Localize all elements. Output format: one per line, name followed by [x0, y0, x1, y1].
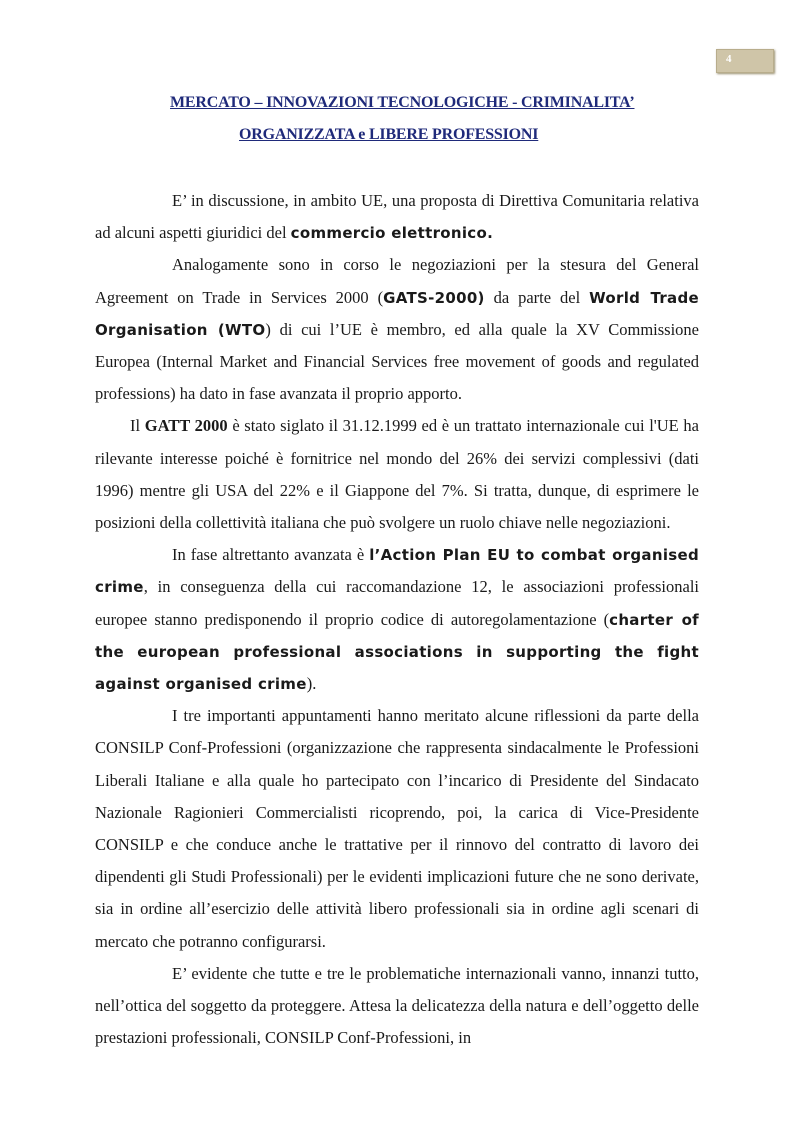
page-number-badge [716, 49, 774, 73]
p3-text-c: è stato siglato il 31.12.1999 ed è un trattato internazionale cui l'UE ha rilevante interesse poiché è fornitrice nel mondo del 26% dei servizi complessivi (dati 1996) mentre gli USA del 22% e il Giappone del 7%. Si tratta, dunque, di esprimere le posizioni della collettività italiana che può svolgere un ruolo chiave nelle negoziazioni. [95, 416, 699, 533]
p1-bold: commercio elettronico. [290, 224, 494, 243]
title-line-2: ORGANIZZATA e LIBERE PROFESSIONI [239, 126, 539, 143]
document-body [95, 185, 699, 1054]
p4-bold-charter: charter of the european professional associations in supporting the fight against organised crime [95, 610, 699, 694]
paragraph-1 [95, 185, 699, 249]
p2-text-a: Analogamente sono in corso le negoziazioni per la stesura del General Agreement on Trade in Services 2000 ( [95, 255, 699, 307]
title-line-1: MERCATO – INNOVAZIONI TECNOLOGICHE - CRIMINALITA’ [170, 94, 635, 111]
p4-text-e: ). [306, 674, 317, 694]
p2-bold-gats: GATS-2000) [383, 288, 485, 307]
p3-bold-gatt: GATT 2000 [144, 416, 228, 436]
p2-text-c: da parte del [484, 287, 590, 307]
paragraph-5: I tre importanti appuntamenti hanno meritato alcune riflessioni da parte della CONSILP Conf-Professioni (organizzazione che rappresenta sindacalmente le Professioni Liberali Italiane e alla quale ho partecipato con l’incarico di Presidente del Sindacato Nazionale Ragionieri Commercialisti ricoprendo, poi, la carica di Vice-Presidente CONSILP e che conduce anche le trattative per il rinnovo del contratto di lavoro dei dipendenti gli Studi Professionali) per le evidenti implicazioni future che ne sono derivate, sia in ordine all’esercizio delle attività libero professionali sia in ordine agli scenari di mercato che potranno configurarsi. [95, 706, 699, 951]
paragraph-3 [95, 410, 699, 539]
p4-text-c: , in conseguenza della cui raccomandazione 12, le associazioni professionali europee stanno predisponendo il proprio codice di autoregolamentazione ( [95, 577, 699, 629]
paragraph-6: E’ evidente che tutte e tre le problematiche internazionali vanno, innanzi tutto, nell’ottica del soggetto da proteggere. Attesa la delicatezza della natura e dell’oggetto delle prestazioni professionali, CONSILP Conf-Professioni, in [95, 963, 699, 1048]
paragraph-2 [95, 249, 699, 410]
p2-text-e: ) di cui l’UE è membro, ed alla quale la XV Commissione Europea (Internal Market and Financial Services free movement of goods and regulated professions) ha dato in fase avanzata il proprio apporto. [95, 319, 699, 404]
page-number: 4 [726, 53, 732, 65]
p3-text-a: Il [130, 416, 145, 436]
p4-text-a: In fase altrettanto avanzata è [172, 545, 370, 565]
paragraph-4 [95, 539, 699, 700]
p2-bold-wto: World Trade Organisation (WTO [95, 288, 699, 339]
p4-bold-action-plan: l’Action Plan EU to combat organised crime [95, 546, 699, 597]
p1-text: E’ in discussione, in ambito UE, una proposta di Direttiva Comunitaria relativa ad alcuni aspetti giuridici del [95, 191, 699, 243]
